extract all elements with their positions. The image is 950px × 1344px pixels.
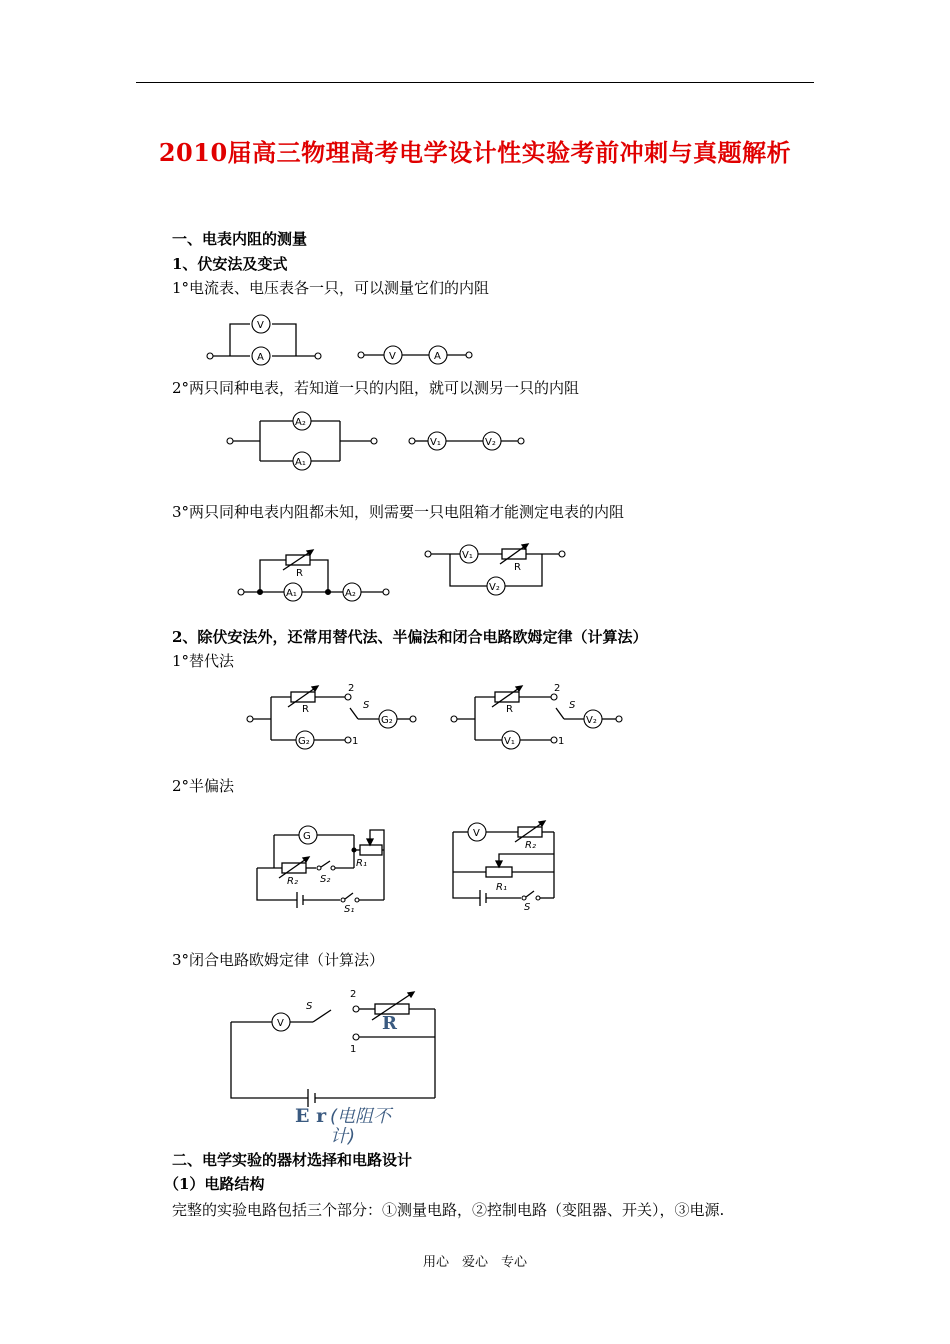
- circuit-va-series: [355, 340, 480, 370]
- switch-label: S: [524, 902, 531, 913]
- paragraph-1-1-c: 3°两只同种电表内阻都未知，则需要一只电阻箱才能测定电表的内阻: [172, 503, 625, 521]
- ammeter-a2-label: A₂: [295, 417, 306, 428]
- switch-position-2: 2: [348, 683, 355, 694]
- ammeter-label: A: [434, 351, 441, 362]
- switch-position-2: 2: [554, 683, 561, 694]
- voltmeter-label: V: [257, 320, 264, 331]
- ammeter-a1-label: A₁: [295, 457, 306, 468]
- resistor-r1-label: R₁: [496, 882, 507, 893]
- header-rule: [136, 82, 814, 83]
- resistance-box-label: R: [382, 1013, 397, 1034]
- resistor-r1-label: R₁: [356, 858, 367, 869]
- subsection-heading-2-1: （1）电路结构: [164, 1175, 265, 1193]
- switch-label: S: [363, 700, 370, 711]
- paragraph-1-2-a: 1°替代法: [172, 652, 235, 670]
- voltmeter-v1-label: V₁: [430, 437, 441, 448]
- section-heading-1: 一、电表内阻的测量: [172, 230, 308, 248]
- paragraph-1-1-b: 2°两只同种电表，若知道一只的内阻，就可以测另一只的内阻: [172, 379, 580, 397]
- circuit-substitution-galvanometer: [244, 682, 424, 750]
- paragraph-1-1-a: 1°电流表、电压表各一只，可以测量它们的内阻: [172, 279, 490, 297]
- switch-position-1: 1: [352, 736, 359, 747]
- ammeter-a2-label: A₂: [345, 588, 356, 599]
- galvanometer-g2-label: G₂: [381, 715, 393, 726]
- switch-s2-label: S₂: [320, 874, 331, 885]
- circuit-half-deflection-galvanometer: [252, 822, 402, 917]
- circuit-resistance-box-ammeters: [233, 540, 393, 605]
- resistor-r2-label: R₂: [525, 840, 536, 851]
- voltmeter-label: V: [277, 1018, 284, 1029]
- resistance-note: (电阻不计): [330, 1106, 392, 1147]
- section-heading-2: 二、电学实验的器材选择和电路设计: [172, 1151, 413, 1169]
- resistor-label: R: [302, 704, 309, 715]
- switch-position-2: 2: [350, 989, 357, 1000]
- circuit-closed-circuit-ohms-law: [228, 985, 443, 1110]
- voltmeter-v2-label: V₂: [489, 582, 500, 593]
- circuit-v1-v2-series: [402, 428, 532, 456]
- galvanometer-label: G: [303, 831, 311, 842]
- resistor-label: R: [506, 704, 513, 715]
- ammeter-a1-label: A₁: [286, 588, 297, 599]
- emf-internal-resistance-label: E r: [295, 1105, 327, 1127]
- switch-s1-label: S₁: [344, 904, 355, 915]
- paragraph-1-2-c: 3°闭合电路欧姆定律（计算法）: [172, 951, 385, 969]
- circuit-a1-a2-parallel: [222, 408, 382, 473]
- switch-label: S: [569, 700, 576, 711]
- voltmeter-v1-label: V₁: [504, 736, 515, 747]
- page-footer: 用心 爱心 专心: [422, 1255, 527, 1270]
- circuit-resistance-box-voltmeters: [420, 538, 570, 600]
- voltmeter-v2-label: V₂: [586, 715, 597, 726]
- switch-position-1: 1: [350, 1044, 357, 1055]
- circuit-half-deflection-voltmeter: [450, 820, 560, 915]
- paragraph-2-1: 完整的实验电路包括三个部分：①测量电路，②控制电路（变阻器、开关），③电源.: [172, 1201, 725, 1219]
- resistor-label: R: [514, 562, 521, 573]
- paragraph-1-2-b: 2°半偏法: [172, 777, 235, 795]
- document-title: 2010届高三物理高考电学设计性实验考前冲刺与真题解析: [158, 138, 792, 167]
- resistor-r2-label: R₂: [287, 876, 298, 887]
- subsection-heading-1-1: 1、伏安法及变式: [172, 255, 288, 273]
- switch-position-1: 1: [558, 736, 565, 747]
- galvanometer-g2-label: G₂: [298, 736, 310, 747]
- resistor-label: R: [296, 568, 303, 579]
- voltmeter-label: V: [389, 351, 396, 362]
- switch-label: S: [306, 1001, 313, 1012]
- ammeter-label: A: [257, 352, 264, 363]
- voltmeter-label: V: [473, 828, 480, 839]
- subsection-heading-1-2: 2、除伏安法外，还常用替代法、半偏法和闭合电路欧姆定律（计算法）: [172, 628, 648, 646]
- voltmeter-v1-label: V₁: [462, 550, 473, 561]
- circuit-va-parallel: [200, 310, 330, 370]
- circuit-substitution-voltmeter: [448, 682, 628, 750]
- voltmeter-v2-label: V₂: [485, 437, 496, 448]
